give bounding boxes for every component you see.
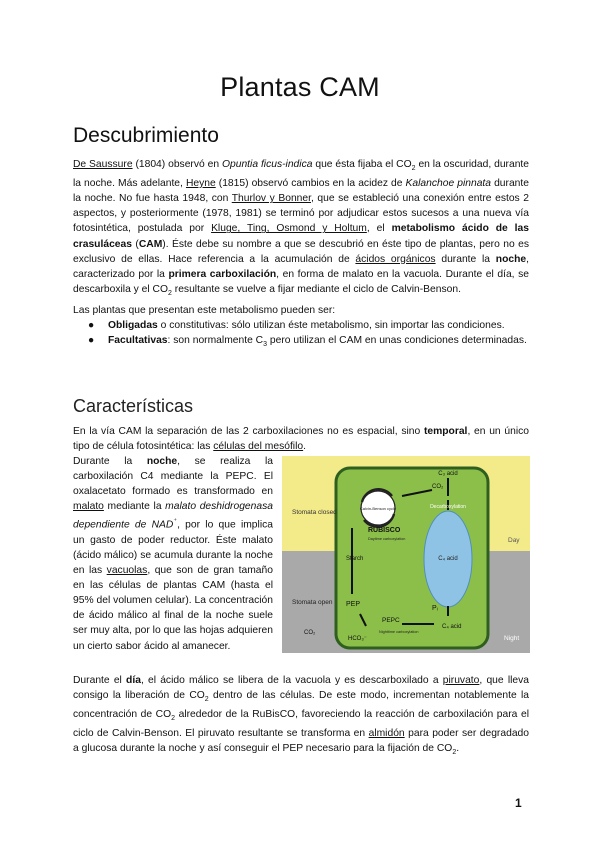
c4-acid-bottom-label: C₄ acid xyxy=(442,624,462,630)
rubisco-note: Daytime carboxylation xyxy=(368,537,406,541)
cam-pathway-diagram xyxy=(282,456,530,653)
paragraph-night: Durante la noche, se realiza la carboxilación C4 mediante la PEPC. El oxalacetato formado es transformado en malato mediante la malato deshidrogenasa dependiente de NAD⁺, por lo que implica un gasto de poder reductor. Éste malato (ácido málico) se acumula durante la noche en las vacuolas, que son de gran tamaño en las células de plantas CAM (hasta el 95% del volumen celular). La concentración de ácido málico al final de la noche suele ser muy alta, por lo que las hojas adquieren un cierto sabor ácido al amanecer. xyxy=(73,456,273,652)
co2-left-label: CO₂ xyxy=(304,630,316,636)
stomata-closed-label: Stomata closed xyxy=(292,509,337,516)
section-heading-caracteristicas: Características xyxy=(73,396,194,416)
pep-label: PEP xyxy=(346,601,361,608)
page-number: 1 xyxy=(515,796,522,810)
night-label: Night xyxy=(504,635,520,642)
list-item: ● Facultativas: son normalmente $C_3$ pero utilizan el CAM en unas condiciones determinadas. xyxy=(88,335,527,349)
paragraph-descubrimiento: De Saussure (1804) observó en Opuntia ficus-indica que ésta fijaba el $CO_2$ en la oscuridad, durante la noche. Más adelante, Heyne (1815) observó cambios en la acidez de Kalanchoe pinnata durante la noche. No fue hasta 1948, con Thurlov y Bonner, que se estableció una conexión entre estos 2 aspectos, y posteriormente (1978, 1981) se terminó por adjudicar estos sucesos a una nueva vía fotosintética, postulada por Kluge, Ting, Osmond y Holtum, el metabolismo ácido de las crasuláceas (CAM). Éste debe su nombre a que se descubrió en éste tipo de plantas, pero no es exclusivo de ellas. Hace referencia a la acumulación de ácidos orgánicos durante la noche, caracterizado por la primera carboxilación, en forma de malato en la vacuola. Durante el día, se descarboxila y el $CO_2$ resultante se vuelve a fijar mediante el ciclo de Calvin-Benson. xyxy=(73,159,530,297)
plant-types-list xyxy=(73,318,529,352)
hco3-label: HCO₃⁻ xyxy=(348,636,367,642)
link-de-saussure: De Saussure xyxy=(73,159,133,170)
stomata-open-label: Stomata open xyxy=(292,599,333,606)
rubisco-label: RUBISCO xyxy=(368,527,401,534)
link-thurlov-bonner: Thurlov y Bonner xyxy=(231,193,311,205)
page-title: Plantas CAM xyxy=(220,72,380,102)
link-kluge: Kluge, Ting, Osmond y Holtum xyxy=(211,223,367,235)
calvin-cycle-label: Calvin-Benson cycle xyxy=(359,506,397,511)
link-heyne: Heyne xyxy=(185,178,216,190)
paragraph-temporal-separation: En la vía CAM la separación de las 2 carboxilaciones no es espacial, sino temporal, en un único tipo de célula fotosintética: las células del mesófilo. xyxy=(73,426,529,453)
day-label: Day xyxy=(508,537,520,544)
co2-top-label: CO₂ xyxy=(432,484,444,490)
starch-label: Starch xyxy=(346,556,364,562)
decarboxylation-label: Decarboxylation xyxy=(430,504,466,510)
list-item: ● Obligadas o constitutivas: sólo utilizan éste metabolismo, sin importar las condiciones. xyxy=(88,320,505,331)
c4-acid-vacuole-label: C₄ acid xyxy=(438,556,458,562)
pepc-note: Nighttime carboxylation xyxy=(379,630,419,634)
paragraph-day: Durante el día, el ácido málico se libera de la vacuola y es descarboxilado a piruvato, que lleva consigo la liberación de $CO_2$ dentro de las células. De este modo, incrementan notablemente la concentración de $CO_2$ alrededor de la RuBisCO, favoreciendo la reacción de carboxilación para el ciclo de Calvin-Benson. El piruvato resultante se transforma en almidón para poder ser degradado a glucosa durante la noche y así conseguir el PEP necesario para la fijación de $CO_2$. xyxy=(73,675,530,757)
c3-acid-label: C₃ acid xyxy=(438,471,458,477)
section-heading-descubrimiento: Descubrimiento xyxy=(73,124,219,147)
paragraph-types-intro: Las plantas que presentan este metabolismo pueden ser: xyxy=(73,305,336,316)
pi-label: Pᵢ xyxy=(432,605,438,612)
pepc-label: PEPC xyxy=(382,617,400,624)
